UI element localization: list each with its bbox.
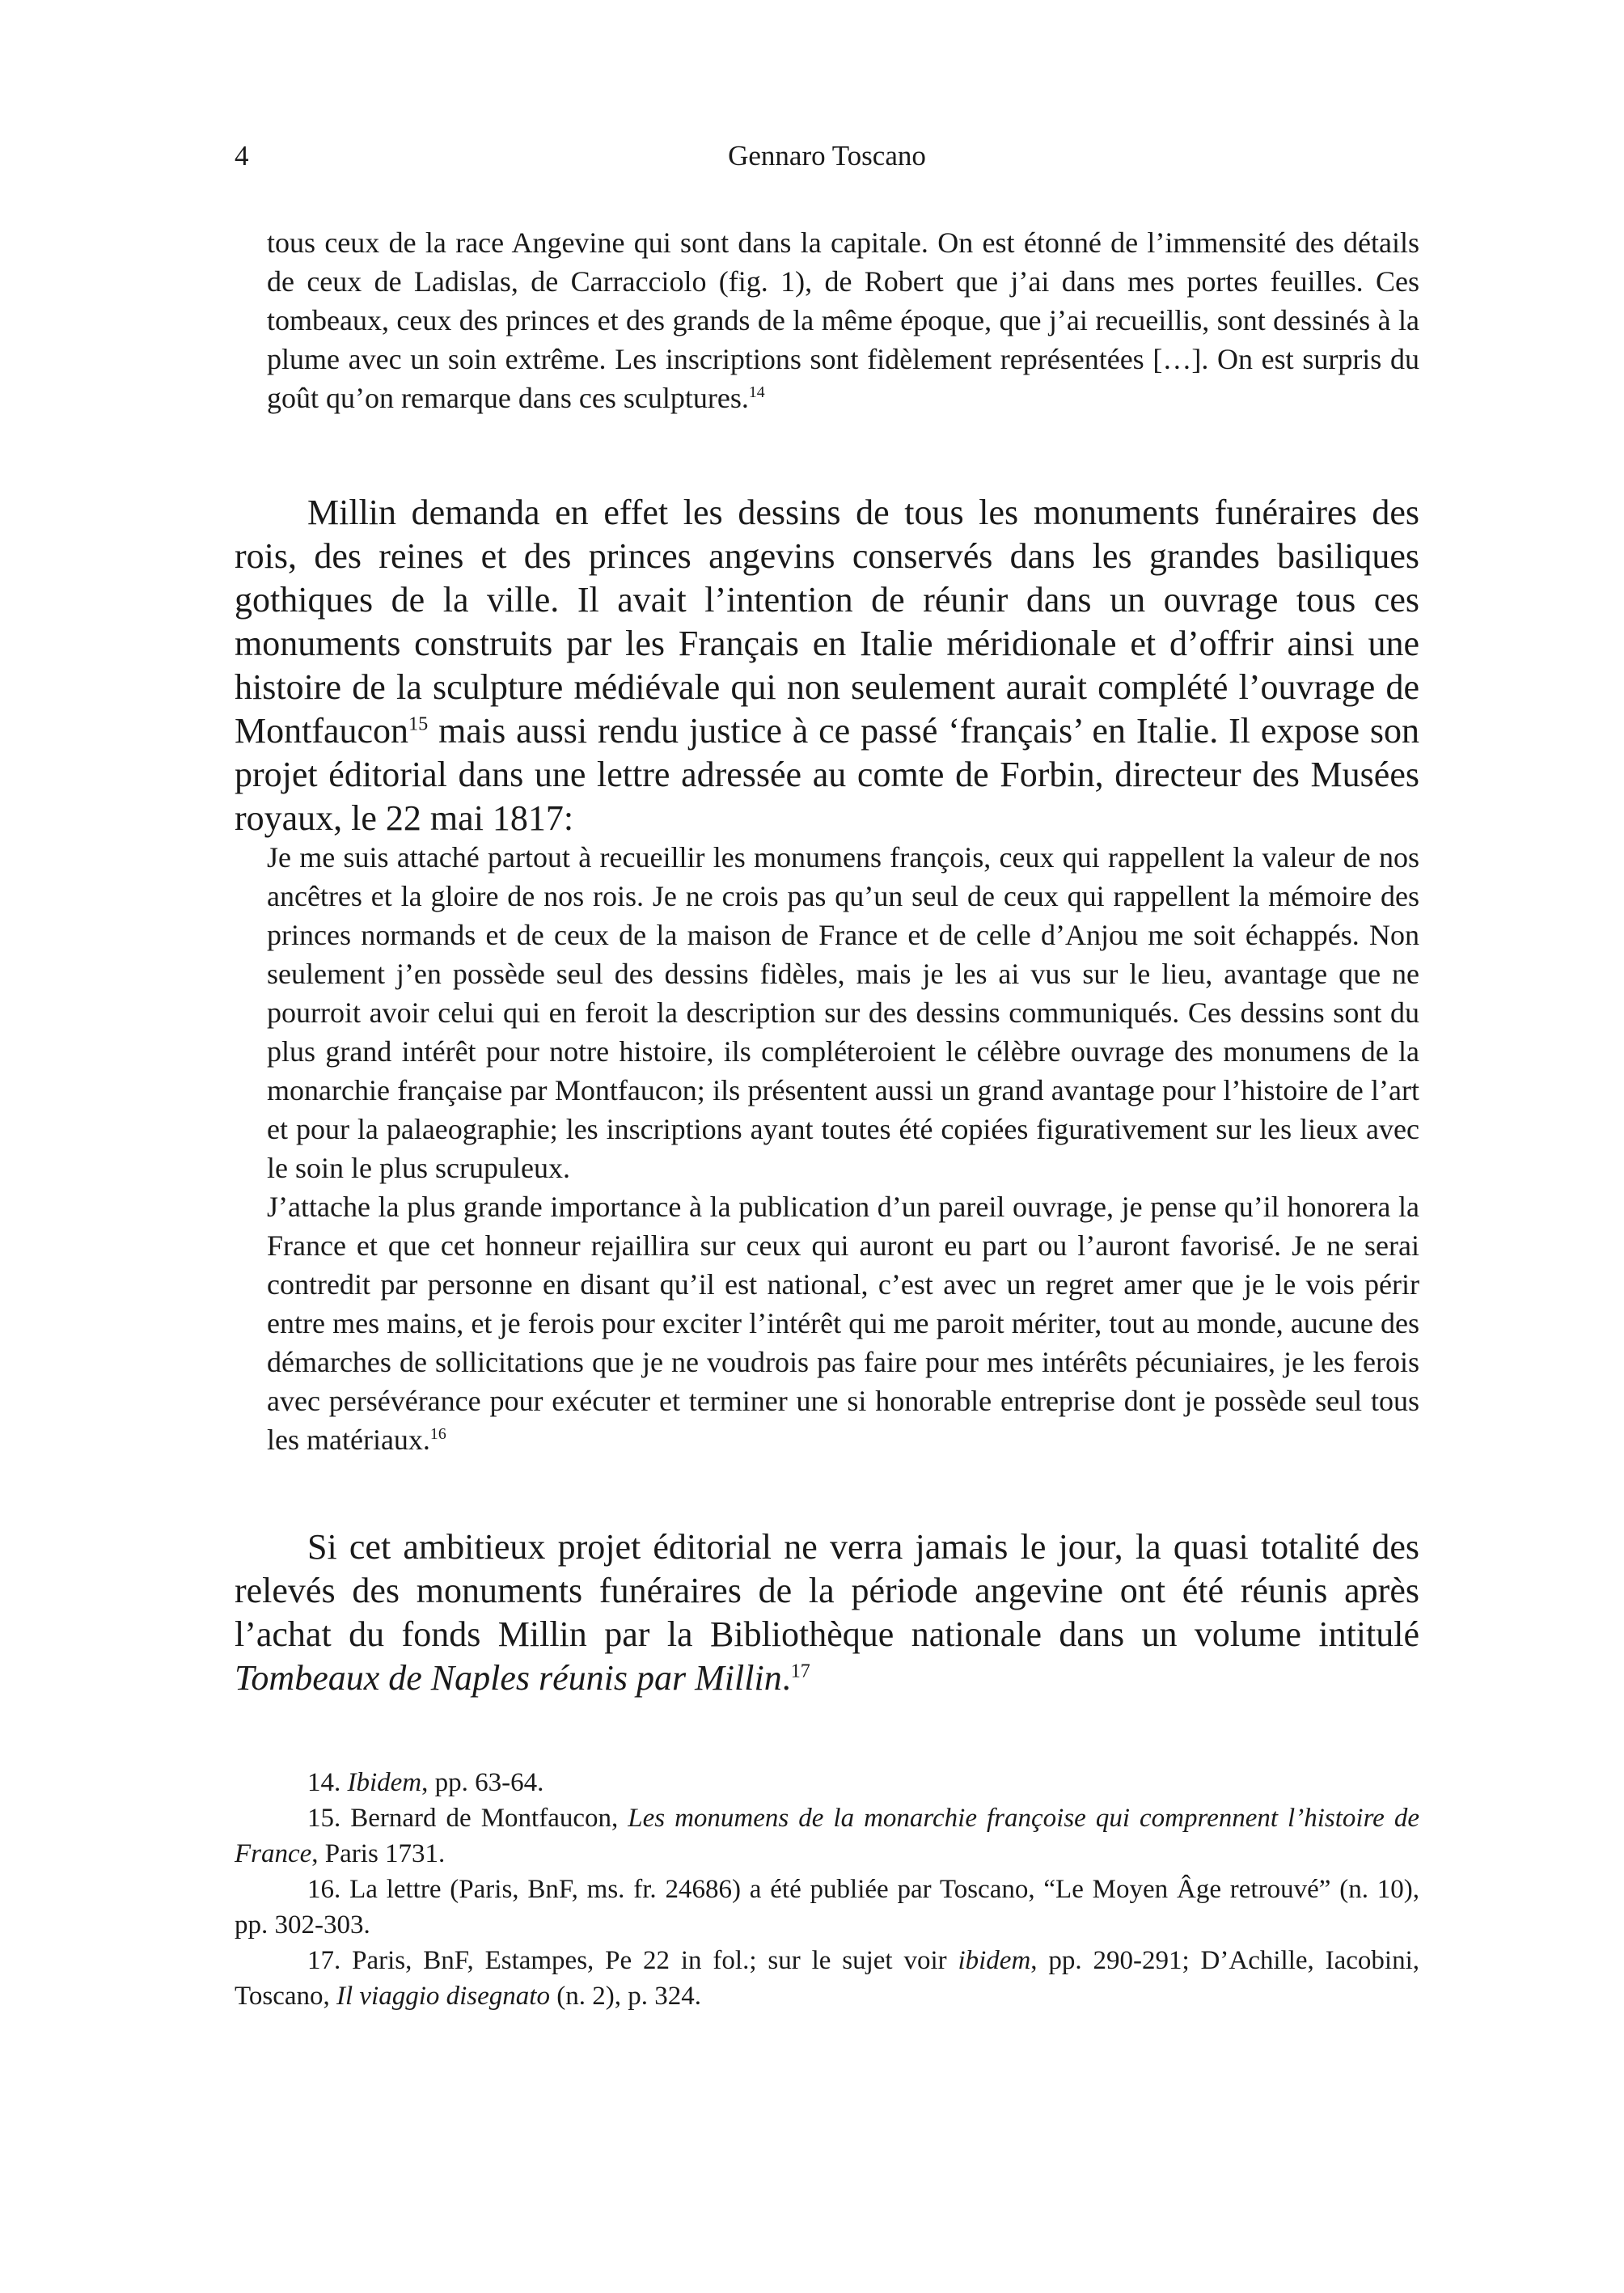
footnote-16: 16. La lettre (Paris, BnF, ms. fr. 24686) a été publiée par Toscano, “Le Moyen Âge retrouvé” (n. 10), pp. 302-303. [235,1875,1419,1940]
quote-paragraph: J’attache la plus grande importance à la publication d’un pareil ouvrage, je pense qu’il honorera la France et que cet honneur rejaillira sur ceux qui auront eu part ou l’auront favorisé. Je ne serai contredit par personne en disant qu’il est national, c’est avec un regret amer que je le vois périr entre mes mains, et je ferois pour exciter l’intérêt qui me paroit mériter, tout au monde, aucune des démarches de sollicitations que je ne voudrois pas faire pour mes intérêts pécuniaires, je les ferois avec persévérance pour exécuter et terminer une si honorable entreprise dont je possède seul tous les matériaux.$^{16}$ [267,1191,1419,1456]
quote-paragraph: tous ceux de la race Angevine qui sont dans la capitale. On est étonné de l’immensité des détails de ceux de Ladislas, de Carracciolo (fig. 1), de Robert que j’ai dans mes portes feuilles. Ces tombeaux, ceux des princes et des grands de la même époque, que j’ai recueillis, sont dessinés à la plume avec un soin extrême. Les inscriptions sont fidèlement représentées […]. On est surpris du goût qu’on remarque dans ces sculptures.$^{14}$ [267,226,1419,414]
footnotes [235,1765,1419,2014]
block-quote-1 [267,223,1419,417]
body-paragraph-1: Millin demanda en effet les dessins de tous les monuments funéraires des rois, des reines et des princes angevins conservés dans les grandes basiliques gothiques de la ville. Il avait l’intention de réunir dans un ouvrage tous ces monuments construits par les Français en Italie méridionale et d’offrir ainsi une histoire de la sculpture médiévale qui non seulement aurait complété l’ouvrage de Montfaucon$^{15}$ mais aussi rendu justice à ce passé ‘français’ en Italie. Il expose son projet éditorial dans une lettre adressée au comte de Forbin, directeur des Musées royaux, le 22 mai 1817: [235,493,1419,838]
page-number: 4 [235,140,249,171]
footnote-17: 17. Paris, BnF, Estampes, Pe 22 in fol.; sur le sujet voir ibidem, pp. 290-291; D’Achille, Iacobini, Toscano, Il viaggio disegnato (n. 2), p. 324. [235,1946,1419,2011]
footnote-ref-17[interactable]: 17 [790,1660,810,1682]
footnote-ref-15[interactable]: 15 [408,713,429,735]
footnote-14: 14. Ibidem, pp. 63-64. [307,1768,544,1797]
running-head: Gennaro Toscano [728,140,926,171]
footnote-ref-16[interactable]: 16 [429,1425,446,1443]
page-header [235,136,1419,176]
block-quote-2 [267,838,1419,1459]
footnote-15: 15. Bernard de Montfaucon, Les monumens de la monarchie françoise qui comprennent l’histoire de France, Paris 1731. [235,1804,1419,1868]
quote-paragraph: Je me suis attaché partout à recueillir les monumens françois, ceux qui rappellent la valeur de nos ancêtres et la gloire de nos rois. Je ne crois pas qu’un seul de ceux qui rappellent la mémoire des princes normands et de ceux de la maison de France et de celle d’Anjou me soit échappés. Non seulement j’en possède seul des dessins fidèles, mais je les ai vus sur le lieu, avantage que ne pourroit avoir celui qui en feroit la description sur des dessins communiqués. Ces dessins sont du plus grand intérêt pour notre histoire, ils compléteroient le célèbre ouvrage des monumens de la monarchie française par Montfaucon; ils présentent aussi un grand avantage pour l’histoire de l’art et pour la palaeographie; les inscriptions ayant toutes été copiées figurativement sur les lieux avec le soin le plus scrupuleux. [267,841,1419,1184]
italic-title: Tombeaux de Naples réunis par Millin [235,1658,782,1698]
footnote-ref-14[interactable]: 14 [748,383,765,401]
body-paragraph-2: Si cet ambitieux projet éditorial ne verra jamais le jour, la quasi totalité des relevés des monuments funéraires de la période angevine ont été réunis après l’achat du fonds Millin par la Bibliothèque nationale dans un volume intitulé Tombeaux de Naples réunis par Millin.$^{17}$ [235,1527,1419,1698]
